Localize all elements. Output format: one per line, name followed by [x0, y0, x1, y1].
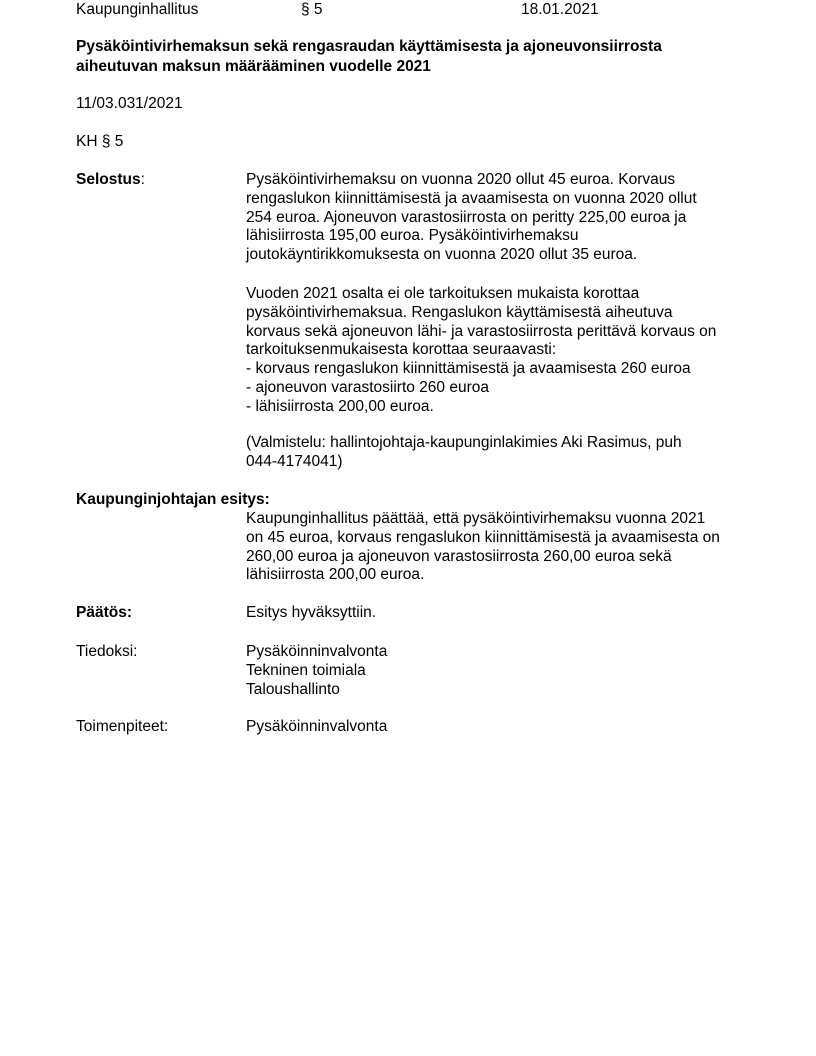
selostus-paragraph-2 — [246, 285, 716, 417]
document-title — [76, 37, 662, 77]
text-line: tarkoituksenmukaisesta korottaa seuraavasti: — [246, 341, 557, 359]
text-line: rengaslukon kiinnittämisestä ja avaamisesta on vuonna 2020 ollut — [246, 189, 697, 207]
text-line: 254 euroa. Ajoneuvon varastosiirrosta on peritty 225,00 euroa ja — [246, 208, 687, 226]
selostus-label-text: Selostus — [76, 171, 141, 188]
header-section: § 5 — [301, 1, 323, 18]
list-item: - ajoneuvon varastosiirto 260 euroa — [246, 378, 489, 396]
header-date: 18.01.2021 — [521, 1, 599, 18]
text-line: Vuoden 2021 osalta ei ole tarkoituksen mukaista korottaa — [246, 285, 640, 302]
text-line: 044-4174041) — [246, 452, 343, 470]
text-line: joutokäyntirikkomuksesta on vuonna 2020 ollut 35 euroa. — [246, 246, 638, 264]
text-line: korvaus sekä ajoneuvon lähi- ja varastosiirrosta perittävä korvaus on — [246, 322, 717, 340]
list-item: - korvaus rengaslukon kiinnittämisestä ja avaamisesta 260 euroa — [246, 360, 691, 378]
list-item: - lähisiirrosta 200,00 euroa. — [246, 397, 434, 415]
selostus-label — [76, 171, 145, 189]
list-item: Pysäköinninvalvonta — [246, 643, 388, 660]
text-line: Kaupunginhallitus päättää, että pysäköintivirhemaksu vuonna 2021 — [246, 510, 706, 527]
list-item: Taloushallinto — [246, 680, 340, 698]
header-organ: Kaupunginhallitus — [76, 1, 199, 18]
title-line-1: Pysäköintivirhemaksun sekä rengasraudan käyttämisesta ja ajoneuvonsiirrosta — [76, 38, 662, 55]
esitys-text — [246, 510, 720, 585]
text-line: lähisiirrosta 195,00 euroa. Pysäköintivirhemaksu — [246, 227, 579, 245]
paatos-label: Päätös: — [76, 604, 132, 621]
selostus-paragraph-3 — [246, 434, 682, 472]
esitys-label: Kaupunginjohtajan esitys: — [76, 491, 270, 508]
title-line-2: aiheutuvan maksun määrääminen vuodelle 2021 — [76, 58, 431, 75]
text-line: Pysäköintivirhemaksu on vuonna 2020 ollut 45 euroa. Korvaus — [246, 171, 676, 188]
paatos-value: Esitys hyväksyttiin. — [246, 604, 377, 621]
toimenpiteet-label: Toimenpiteet: — [76, 718, 169, 735]
selostus-paragraph-1 — [246, 171, 697, 265]
reference-number: 11/03.031/2021 — [76, 95, 183, 112]
tiedoksi-label: Tiedoksi: — [76, 643, 138, 660]
kh-section: KH § 5 — [76, 133, 124, 150]
tiedoksi-list — [246, 643, 387, 699]
text-line: 260,00 euroa ja ajoneuvon varastosiirrosta 260,00 euroa sekä — [246, 547, 672, 565]
text-line: (Valmistelu: hallintojohtaja-kaupunginlakimies Aki Rasimus, puh — [246, 434, 682, 451]
toimenpiteet-value: Pysäköinninvalvonta — [246, 718, 388, 735]
text-line: pysäköintivirhemaksua. Rengaslukon käyttämisestä aiheutuva — [246, 303, 673, 321]
text-line: lähisiirrosta 200,00 euroa. — [246, 566, 425, 584]
list-item: Tekninen toimiala — [246, 661, 366, 679]
text-line: on 45 euroa, korvaus rengaslukon kiinnittämisestä ja avaamisesta on — [246, 528, 720, 546]
selostus-label-colon: : — [140, 171, 145, 188]
